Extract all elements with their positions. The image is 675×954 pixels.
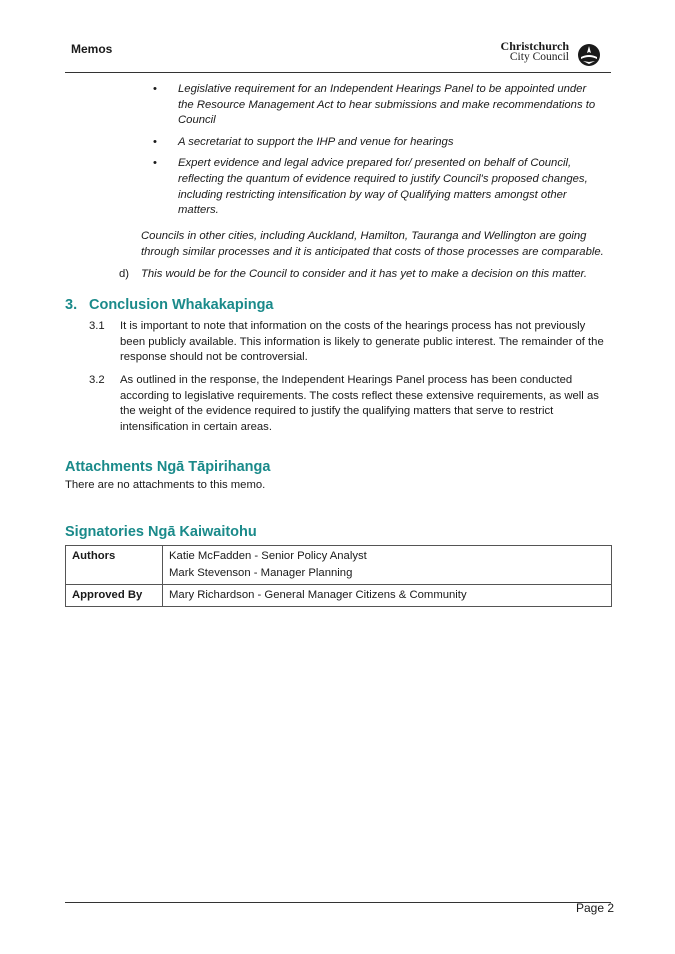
numbered-paragraph: 3.2 As outlined in the response, the Independent Hearings Panel process has been conducted according to legislative requirements. The costs reflect these extensive requirements, as well as the weight of the evidence required to justify the qualifying matters that serve to restrict intensification in certain areas. <box>89 374 599 433</box>
attachments-text: There are no attachments to this memo. <box>65 479 266 491</box>
header-rule <box>65 72 611 73</box>
list-item: • Expert evidence and legal advice prepared for/ presented on behalf of Council, reflecting the quantum of evidence required to justify Council's proposed changes, including restricting intensification by way of Qualifying matters amongst other matters. <box>153 157 588 217</box>
comparison-paragraph: Councils in other cities, including Auckland, Hamilton, Tauranga and Wellington are going through similar processes and it is anticipated that costs of those processes are comparable. <box>141 230 604 258</box>
table-row <box>66 585 612 607</box>
council-emblem-icon <box>577 43 601 67</box>
bullet-list <box>150 82 600 225</box>
list-item: • A secretariat to support the IHP and venue for hearings <box>153 135 454 148</box>
section-heading: 3. Conclusion Whakakapinga <box>65 297 274 313</box>
council-logo <box>497 41 601 69</box>
list-item-d: d) This would be for the Council to consider and it has yet to make a decision on this matter. <box>119 268 588 280</box>
authors-cell <box>163 546 612 585</box>
approved-by-cell: Mary Richardson - General Manager Citizens & Community <box>163 585 612 607</box>
numbered-paragraph: 3.1 It is important to note that information on the costs of the hearings process has not previously been publicly available. This information is likely to generate public interest. The remainder of the response should not be controversial. <box>89 320 604 364</box>
page-number: Page 2 <box>576 901 615 915</box>
list-item: • Legislative requirement for an Independent Hearings Panel to be appointed under the Resource Management Act to hear submissions and make recommendations to Council <box>153 83 596 127</box>
document-header-title: Memos <box>71 42 113 56</box>
author-entry: Katie McFadden - Senior Policy Analyst <box>169 550 367 562</box>
signatories-heading: Signatories Ngā Kaiwaitohu <box>65 524 257 540</box>
logo-line-2: City Council <box>509 51 569 63</box>
table-row <box>66 546 612 585</box>
approved-by-label: Approved By <box>66 585 163 607</box>
signatories-table <box>65 545 612 607</box>
footer-rule <box>65 902 611 903</box>
author-entry: Mark Stevenson - Manager Planning <box>169 567 353 579</box>
authors-label: Authors <box>66 546 163 585</box>
logo-line-1: Christchurch <box>500 39 569 53</box>
attachments-heading: Attachments Ngā Tāpirihanga <box>65 459 271 475</box>
